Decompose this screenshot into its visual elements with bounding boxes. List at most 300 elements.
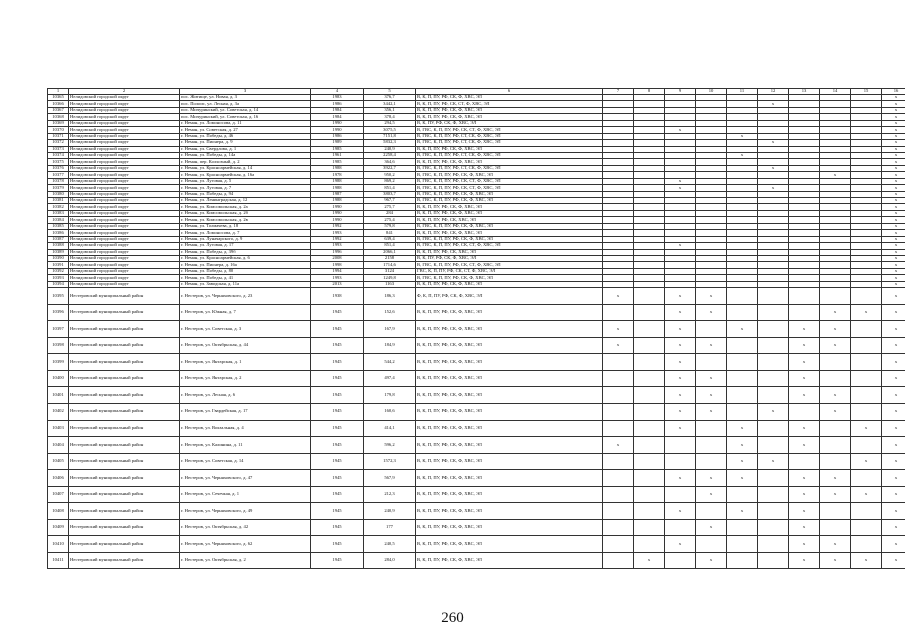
year-cell: 1961 xyxy=(311,152,364,158)
area-cell: 376,7 xyxy=(364,95,416,101)
address-cell: г. Неман, ул. Ломоносова, д. 11 xyxy=(180,120,311,126)
address-cell: пос. Житище, ул. Новая, д. 3 xyxy=(180,95,311,101)
row-id-cell: 10378 xyxy=(48,178,69,184)
mark-cell: x xyxy=(727,453,758,470)
area-cell: 579,8 xyxy=(364,223,416,229)
mark-cell xyxy=(634,337,665,354)
row-id-cell: 10389 xyxy=(48,249,69,255)
mark-cell: x xyxy=(882,198,905,204)
mark-cell xyxy=(603,536,634,553)
table-row xyxy=(48,337,905,354)
mark-cell: x xyxy=(696,370,727,387)
mark-cell xyxy=(789,288,820,305)
mark-cell: x xyxy=(603,437,634,454)
mark-cell xyxy=(789,453,820,470)
mark-cell xyxy=(696,321,727,338)
mark-cell: x xyxy=(882,133,905,139)
mark-cell xyxy=(758,420,789,437)
elements-cell: В, ГВС, К, П, ПУ, РФ, СК, Ф, ХВС, ЭЛ xyxy=(416,191,603,197)
district-cell: Нелидовский городской округ xyxy=(69,159,180,165)
year-cell: 1985 xyxy=(311,159,364,165)
year-cell: 1945 xyxy=(311,503,364,520)
district-cell: Нелидовский городской округ xyxy=(69,255,180,261)
mark-cell: x xyxy=(665,370,696,387)
mark-cell: x xyxy=(696,519,727,536)
row-id-cell: 10366 xyxy=(48,101,69,107)
district-cell: Нестеровский муниципальный район xyxy=(69,453,180,470)
mark-cell: x xyxy=(882,114,905,120)
year-cell: 1984 xyxy=(311,107,364,113)
mark-cell xyxy=(634,304,665,321)
mark-cell: x xyxy=(665,420,696,437)
mark-cell: x xyxy=(882,453,905,470)
row-id-cell: 10411 xyxy=(48,552,69,569)
address-cell: г. Неман, ул. Победы, д. 14а xyxy=(180,152,311,158)
district-cell: Нестеровский муниципальный район xyxy=(69,503,180,520)
table-row xyxy=(48,453,905,470)
address-cell: г. Нестеров, ул. Вокзальная, д. 4 xyxy=(180,420,311,437)
year-cell: 1945 xyxy=(311,453,364,470)
mark-cell: x xyxy=(882,127,905,133)
area-cell: 177 xyxy=(364,519,416,536)
column-number: 11 xyxy=(727,89,758,95)
year-cell: 1990 xyxy=(311,204,364,210)
table-row xyxy=(48,486,905,503)
mark-cell xyxy=(634,288,665,305)
mark-cell: x xyxy=(882,268,905,274)
elements-cell: В, ГВС, К, П, ПУ, РФ, СК, СТ, Ф, ХВС, ЭЛ xyxy=(416,185,603,191)
mark-cell: x xyxy=(882,217,905,223)
year-cell: 1985 xyxy=(311,146,364,152)
address-cell: г. Неман, ул. Советская, д. 27 xyxy=(180,127,311,133)
mark-cell: x xyxy=(665,304,696,321)
mark-cell: x xyxy=(882,288,905,305)
table-row xyxy=(48,288,905,305)
mark-cell xyxy=(603,354,634,371)
elements-cell: В, ГВС, К, П, ПУ, РФ, СТ, СК, Ф, ХВС, ЭЛ xyxy=(416,152,603,158)
mark-cell: x xyxy=(758,165,789,171)
mark-cell: x xyxy=(882,321,905,338)
elements-cell: В, К, П, ПУ, РФ, СК, Ф, ХВС, ЭЛ xyxy=(416,159,603,165)
mark-cell: x xyxy=(851,486,882,503)
address-cell: г. Нестеров, ул. Советская, д. 14 xyxy=(180,453,311,470)
table-row xyxy=(48,420,905,437)
mark-cell xyxy=(851,337,882,354)
mark-cell xyxy=(696,453,727,470)
district-cell: Нестеровский муниципальный район xyxy=(69,321,180,338)
mark-cell: x xyxy=(882,536,905,553)
mark-cell: x xyxy=(634,552,665,569)
mark-cell xyxy=(758,437,789,454)
elements-cell: В, К, П, ПУ, РФ, СК, Ф, ХВС, ЭЛ xyxy=(416,354,603,371)
address-cell: г. Неман, ул. Луговая, д. 7 xyxy=(180,185,311,191)
row-id-cell: 10387 xyxy=(48,236,69,242)
mark-cell xyxy=(603,420,634,437)
mark-cell: x xyxy=(882,337,905,354)
district-cell: Нелидовский городской округ xyxy=(69,133,180,139)
area-cell: 275,4 xyxy=(364,217,416,223)
row-id-cell: 10385 xyxy=(48,223,69,229)
mark-cell xyxy=(758,354,789,371)
district-cell: Нестеровский муниципальный район xyxy=(69,403,180,420)
mark-cell: x xyxy=(789,503,820,520)
address-cell: г. Нестеров, ул. Октябрьская, д. 42 xyxy=(180,519,311,536)
mark-cell xyxy=(758,337,789,354)
mark-cell: x xyxy=(882,172,905,178)
mark-cell xyxy=(820,420,851,437)
elements-cell: В, К, ПУ, РФ, СК, Ф, ХВС, ЭЛ xyxy=(416,255,603,261)
address-cell: г. Неман, ул. Комсомольская, д. 2в xyxy=(180,217,311,223)
year-cell: 1990 xyxy=(311,127,364,133)
mark-cell: x xyxy=(665,503,696,520)
year-cell: 1945 xyxy=(311,387,364,404)
mark-cell xyxy=(789,304,820,321)
mark-cell xyxy=(603,519,634,536)
row-id-cell: 10404 xyxy=(48,437,69,454)
column-number: 5 xyxy=(364,89,416,95)
area-cell: 1572,3 xyxy=(364,453,416,470)
mark-cell xyxy=(758,304,789,321)
mark-cell: x xyxy=(882,230,905,236)
column-number: 9 xyxy=(665,89,696,95)
year-cell: 1984 xyxy=(311,114,364,120)
district-cell: Нелидовский городской округ xyxy=(69,140,180,146)
mark-cell: x xyxy=(882,249,905,255)
row-id-cell: 10396 xyxy=(48,304,69,321)
row-id-cell: 10408 xyxy=(48,503,69,520)
address-cell: г. Неман, пер. Колхозный, д. 2 xyxy=(180,159,311,165)
table-row xyxy=(48,552,905,569)
elements-cell: В, К, П, ПУ, РФ, СК, Ф, ХВС, ЭЛ xyxy=(416,519,603,536)
area-cell: 167,9 xyxy=(364,321,416,338)
mark-cell: x xyxy=(882,470,905,487)
address-cell: г. Неман, ул. Победы, д. 41 xyxy=(180,275,311,281)
address-cell: г. Нестеров, ул. Черняховского, д. 23 xyxy=(180,288,311,305)
address-cell: г. Неман, ул. Луначарского, д. 9 xyxy=(180,236,311,242)
address-cell: г. Нестеров, ул. Октябрьская, д. 44 xyxy=(180,337,311,354)
mark-cell: x xyxy=(603,288,634,305)
year-cell: 2013 xyxy=(311,281,364,287)
year-cell: 1987 xyxy=(311,191,364,197)
mark-cell: x xyxy=(789,519,820,536)
district-cell: Нестеровский муниципальный район xyxy=(69,470,180,487)
table-row xyxy=(48,321,905,338)
elements-cell: В, К, ПУ, РФ, СК, Ф, ХВС, ЭЛ xyxy=(416,120,603,126)
mark-cell: x xyxy=(820,321,851,338)
mark-cell: x xyxy=(882,255,905,261)
row-id-cell: 10369 xyxy=(48,120,69,126)
row-id-cell: 10400 xyxy=(48,370,69,387)
elements-cell: В, К, П, ПУ, РФ, СК, Ф, ХВС, ЭЛ xyxy=(416,321,603,338)
mark-cell: x xyxy=(820,304,851,321)
table-row xyxy=(48,503,905,520)
area-cell: 851,4 xyxy=(364,185,416,191)
mark-cell: x xyxy=(882,146,905,152)
table-body xyxy=(48,89,905,569)
area-cell: 184,9 xyxy=(364,337,416,354)
row-id-cell: 10384 xyxy=(48,217,69,223)
district-cell: Нелидовский городской округ xyxy=(69,217,180,223)
column-number: 14 xyxy=(820,89,851,95)
mark-cell: x xyxy=(696,337,727,354)
mark-cell: x xyxy=(882,552,905,569)
row-id-cell: 10386 xyxy=(48,230,69,236)
elements-cell: В, ГВС, К, П, ПУ, РФ, СТ, СК, Ф, ХВС, ЭЛ xyxy=(416,165,603,171)
district-cell: Нестеровский муниципальный район xyxy=(69,354,180,371)
area-cell: 544,2 xyxy=(364,354,416,371)
area-cell: 497,4 xyxy=(364,370,416,387)
mark-cell xyxy=(851,403,882,420)
mark-cell: x xyxy=(789,321,820,338)
area-cell: 5832,3 xyxy=(364,140,416,146)
mark-cell xyxy=(820,437,851,454)
row-id-cell: 10373 xyxy=(48,146,69,152)
row-id-cell: 10402 xyxy=(48,403,69,420)
mark-cell: x xyxy=(665,243,696,249)
mark-cell xyxy=(634,453,665,470)
mark-cell: x xyxy=(820,470,851,487)
mark-cell: x xyxy=(789,370,820,387)
row-id-cell: 10383 xyxy=(48,210,69,216)
area-cell: 567,9 xyxy=(364,470,416,487)
mark-cell: x xyxy=(665,288,696,305)
elements-cell: ГВС, К, П, ПУ, РФ, СК, СТ, Ф, ХВС, ЭЛ xyxy=(416,268,603,274)
area-cell: 275,7 xyxy=(364,204,416,210)
table-row xyxy=(48,536,905,553)
district-cell: Нестеровский муниципальный район xyxy=(69,288,180,305)
mark-cell: x xyxy=(820,337,851,354)
district-cell: Нестеровский муниципальный район xyxy=(69,304,180,321)
year-cell: 1945 xyxy=(311,304,364,321)
mark-cell xyxy=(758,503,789,520)
mark-cell: x xyxy=(882,107,905,113)
address-cell: г. Нестеров, ул. Советская, д. 3 xyxy=(180,321,311,338)
area-cell: 596,2 xyxy=(364,437,416,454)
mark-cell: x xyxy=(727,470,758,487)
row-id-cell: 10395 xyxy=(48,288,69,305)
mark-cell xyxy=(820,453,851,470)
district-cell: Нелидовский городской округ xyxy=(69,236,180,242)
row-id-cell: 10392 xyxy=(48,268,69,274)
district-cell: Нелидовский городской округ xyxy=(69,281,180,287)
year-cell: 1993 xyxy=(311,230,364,236)
row-id-cell: 10367 xyxy=(48,107,69,113)
mark-cell xyxy=(851,354,882,371)
mark-cell: x xyxy=(696,486,727,503)
mark-cell: x xyxy=(665,337,696,354)
year-cell: 1988 xyxy=(311,165,364,171)
column-number: 8 xyxy=(634,89,665,95)
year-cell: 1993 xyxy=(311,243,364,249)
row-id-cell: 10409 xyxy=(48,519,69,536)
elements-cell: В, К, П, ПУ, РФ, СК, Ф, ХВС, ЭЛ xyxy=(416,337,603,354)
mark-cell: x xyxy=(820,172,851,178)
row-id-cell: 10397 xyxy=(48,321,69,338)
mark-cell xyxy=(603,453,634,470)
mark-cell xyxy=(758,387,789,404)
address-cell: г. Нестеров, ул. Октябрьская, д. 2 xyxy=(180,552,311,569)
area-cell: 2258,4 xyxy=(364,152,416,158)
district-cell: Нелидовский городской округ xyxy=(69,210,180,216)
mark-cell: x xyxy=(758,140,789,146)
mark-cell xyxy=(665,453,696,470)
mark-cell xyxy=(603,503,634,520)
mark-cell xyxy=(727,304,758,321)
address-cell: г. Неман, ул. Толмачева, д. 18 xyxy=(180,223,311,229)
mark-cell xyxy=(727,552,758,569)
column-number: 3 xyxy=(180,89,311,95)
year-cell: 1992 xyxy=(311,236,364,242)
mark-cell xyxy=(820,519,851,536)
mark-cell xyxy=(851,437,882,454)
mark-cell xyxy=(758,519,789,536)
area-cell: 2066,1 xyxy=(364,249,416,255)
elements-cell: В, К, П, ПУ, РФ, СК, Ф, ХВС, ЭЛ xyxy=(416,107,603,113)
table-row xyxy=(48,387,905,404)
address-cell: г. Неман, ул. Победы, д. 94 xyxy=(180,191,311,197)
elements-cell: В, ГВС, К, П, ПУ, РФ, СК, Ф, ХВС, ЭЛ xyxy=(416,236,603,242)
mark-cell: x xyxy=(882,437,905,454)
area-cell: 3803,7 xyxy=(364,191,416,197)
district-cell: Нелидовский городской округ xyxy=(69,152,180,158)
mark-cell xyxy=(665,519,696,536)
mark-cell xyxy=(603,552,634,569)
mark-cell xyxy=(603,486,634,503)
mark-cell: x xyxy=(727,420,758,437)
elements-cell: В, К, П, ПУ, РФ, СК, Ф, ХВС, ЭЛ xyxy=(416,486,603,503)
mark-cell xyxy=(851,370,882,387)
mark-cell: x xyxy=(696,387,727,404)
mark-cell: x xyxy=(882,354,905,371)
registry-table xyxy=(47,88,905,569)
year-cell: 1986 xyxy=(311,133,364,139)
mark-cell xyxy=(727,337,758,354)
area-cell: 356,1 xyxy=(364,107,416,113)
mark-cell: x xyxy=(882,185,905,191)
district-cell: Нелидовский городской округ xyxy=(69,101,180,107)
row-id-cell: 10382 xyxy=(48,204,69,210)
mark-cell xyxy=(851,387,882,404)
area-cell: 3922,7 xyxy=(364,165,416,171)
mark-cell: x xyxy=(882,304,905,321)
mark-cell xyxy=(727,486,758,503)
mark-cell xyxy=(851,519,882,536)
mark-cell xyxy=(758,470,789,487)
address-cell: г. Нестеров, ул. Калинина, д. 11 xyxy=(180,437,311,454)
district-cell: Нелидовский городской округ xyxy=(69,172,180,178)
district-cell: Нестеровский муниципальный район xyxy=(69,370,180,387)
elements-cell: В, ГВС, К, П, ПУ, РФ, СК, Ф, ХВС, ЭЛ xyxy=(416,172,603,178)
address-cell: г. Нестеров, ул. Черняховского, д. 62 xyxy=(180,536,311,553)
mark-cell: x xyxy=(882,120,905,126)
district-cell: Нелидовский городской округ xyxy=(69,114,180,120)
district-cell: Нестеровский муниципальный район xyxy=(69,552,180,569)
address-cell: г. Неман, ул. Пионера, д. 16а xyxy=(180,262,311,268)
mark-cell xyxy=(727,387,758,404)
elements-cell: В, К, П, ПУ, РФ, СК, Ф, ХВС, ЭЛ xyxy=(416,114,603,120)
address-cell: г. Нестеров, ул. Сечечкая, д. 1 xyxy=(180,486,311,503)
row-id-cell: 10399 xyxy=(48,354,69,371)
mark-cell xyxy=(851,470,882,487)
district-cell: Нелидовский городской округ xyxy=(69,191,180,197)
elements-cell: В, К, П, ПУ, РФ, СК, Ф, ХВС, ЭЛ xyxy=(416,403,603,420)
elements-cell: В, К, П, ПУ, РФ, СК, Ф, ХВС, ЭЛ xyxy=(416,387,603,404)
address-cell: г. Неман, ул. Свердлова, д. 1 xyxy=(180,146,311,152)
elements-cell: В, ГВС, К, П, ПУ, РФ, СК, СТ, Ф, ХВС, ЭЛ xyxy=(416,178,603,184)
column-number: 4 xyxy=(311,89,364,95)
mark-cell: x xyxy=(882,191,905,197)
mark-cell: x xyxy=(758,453,789,470)
mark-cell: x xyxy=(727,503,758,520)
elements-cell: В, К, П, ПУ, РФ, СК, ХВС, ЭЛ xyxy=(416,249,603,255)
mark-cell xyxy=(634,470,665,487)
column-number: 10 xyxy=(696,89,727,95)
row-id-cell: 10374 xyxy=(48,152,69,158)
area-cell: 152,6 xyxy=(364,304,416,321)
elements-cell: В, К, П, ПУ, РФ, СК, Ф, ХВС, ЭЛ xyxy=(416,281,603,287)
mark-cell: x xyxy=(882,486,905,503)
year-cell: 1996 xyxy=(311,249,364,255)
year-cell: 1993 xyxy=(311,275,364,281)
mark-cell: x xyxy=(696,288,727,305)
area-cell: 1249,8 xyxy=(364,275,416,281)
mark-cell: x xyxy=(820,486,851,503)
address-cell: г. Неман, ул. Красноармейская, д. 6 xyxy=(180,255,311,261)
area-cell: 240,5 xyxy=(364,536,416,553)
area-cell: 841 xyxy=(364,230,416,236)
year-cell: 1945 xyxy=(311,420,364,437)
mark-cell xyxy=(820,354,851,371)
row-id-cell: 10379 xyxy=(48,185,69,191)
elements-cell: В, ГВС, К, П, ПУ, РФ, СК, СТ, Ф, ХВС, ЭЛ xyxy=(416,243,603,249)
year-cell: 1990 xyxy=(311,217,364,223)
mark-cell xyxy=(820,288,851,305)
elements-cell: В, К, П, ПУ, РФ, СК, СТ, Ф, ХВС, ЭЛ xyxy=(416,101,603,107)
mark-cell xyxy=(727,370,758,387)
mark-cell: x xyxy=(882,159,905,165)
mark-cell: x xyxy=(882,140,905,146)
row-id-cell: 10403 xyxy=(48,420,69,437)
year-cell: 1994 xyxy=(311,268,364,274)
mark-cell: x xyxy=(882,152,905,158)
mark-cell xyxy=(634,387,665,404)
address-cell: г. Неман, ул. Победы, д. 46 xyxy=(180,133,311,139)
mark-cell xyxy=(603,403,634,420)
area-cell: 967,7 xyxy=(364,198,416,204)
area-cell: 851,4 xyxy=(364,243,416,249)
mark-cell: x xyxy=(882,420,905,437)
district-cell: Нестеровский муниципальный район xyxy=(69,486,180,503)
row-id-cell: 10407 xyxy=(48,486,69,503)
area-cell: 240,9 xyxy=(364,146,416,152)
address-cell: г. Нестеров, ул. Лесная, д. 6 xyxy=(180,387,311,404)
mark-cell xyxy=(634,420,665,437)
mark-cell: x xyxy=(665,185,696,191)
address-cell: г. Нестеров, ул. Южная, д. 7 xyxy=(180,304,311,321)
area-cell: 284 xyxy=(364,210,416,216)
mark-cell: x xyxy=(696,304,727,321)
address-cell: г. Нестеров, ул. Гвардейская, д. 17 xyxy=(180,403,311,420)
year-cell: 1945 xyxy=(311,403,364,420)
registry-table-sheet xyxy=(47,88,899,569)
mark-cell: x xyxy=(820,387,851,404)
column-number: 15 xyxy=(851,89,882,95)
mark-cell: x xyxy=(820,403,851,420)
mark-cell: x xyxy=(882,204,905,210)
elements-cell: В, ГВС, К, П, ПУ, РФ, СТ, СК, Ф, ХВС, ЭЛ xyxy=(416,133,603,139)
area-cell: 2158 xyxy=(364,255,416,261)
mark-cell: x xyxy=(665,387,696,404)
